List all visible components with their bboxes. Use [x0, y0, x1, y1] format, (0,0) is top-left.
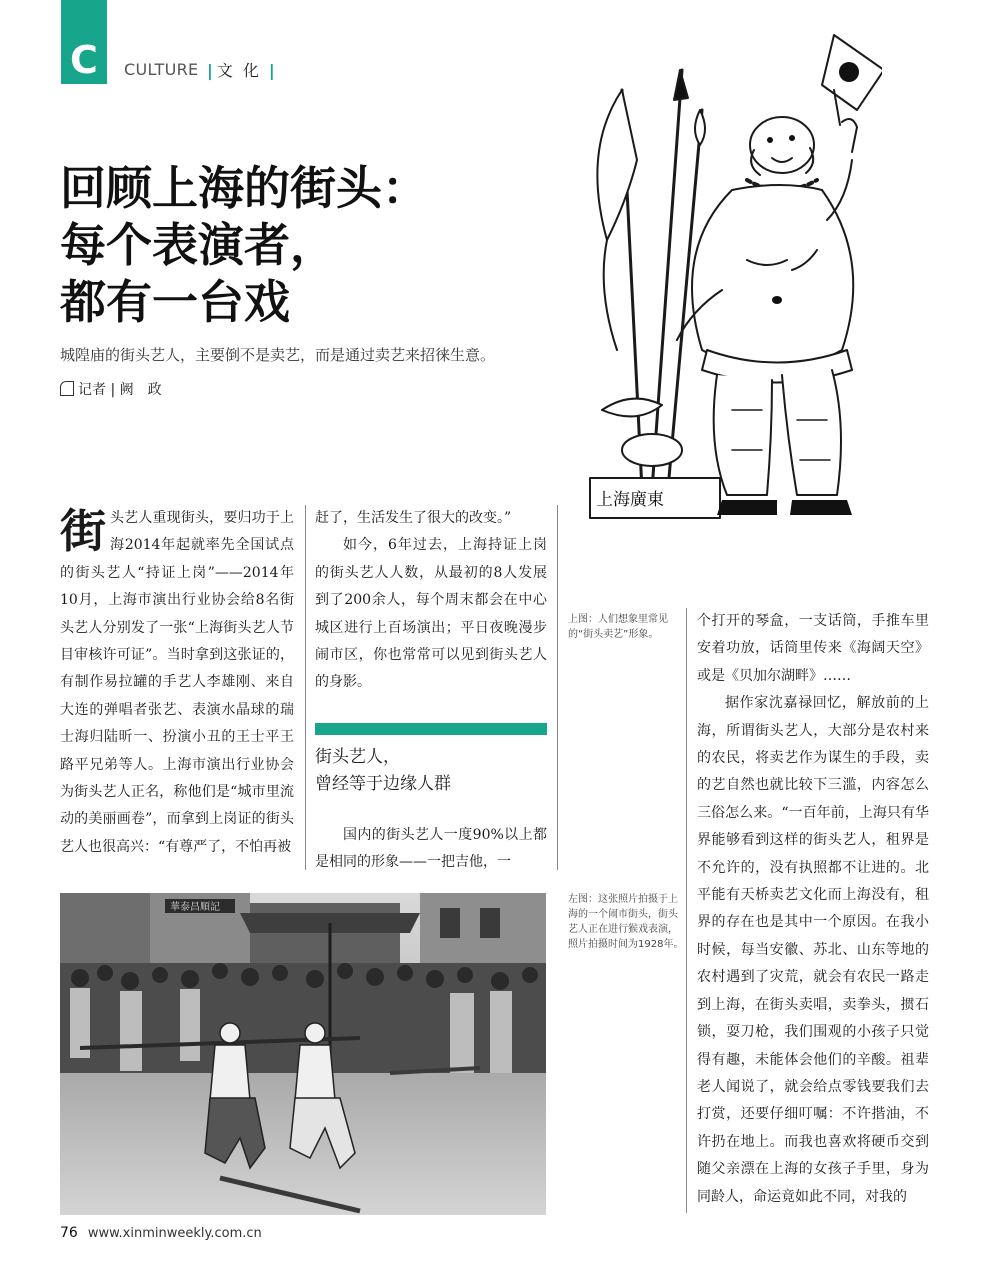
body-column-4: [697, 608, 929, 1211]
website-url[interactable]: www.xinminweekly.com.cn: [87, 1226, 262, 1241]
paragraph: 如今，6年过去，上海持证上岗的街头艺人人数，从最初的8人发展到了200余人，每个周末都会在中心城区进行上百场演出；平日夜晚漫步闹市区，你也常常可以见到街头艺人的身影。: [315, 537, 547, 691]
subhead-line: 街头艺人，: [315, 747, 400, 767]
article-title: [60, 160, 530, 331]
body-column-2: [315, 505, 547, 697]
paragraph: 个打开的琴盒，一支话筒，手推车里安着功放，话筒里传来《海阔天空》或是《贝加尔湖畔》……: [697, 613, 929, 684]
title-line: 每个表演者，: [60, 218, 336, 272]
paragraph: 赶了，生活发生了很大的改变。”: [315, 510, 512, 526]
drop-cap: 街: [60, 504, 106, 558]
section-badge: C: [61, 0, 107, 84]
byline-author: 阙 政: [119, 382, 162, 398]
page-footer: [60, 1225, 262, 1241]
subhead-line: 曾经等于边缘人群: [315, 774, 451, 794]
body-text: 头艺人重现街头，要归功于上海2014年起就率先全国试点的街头艺人“持证上岗”——2014年10月，上海市演出行业协会给8名街头艺人分别发了一张“上海街头艺人节目审核许可证”。当时拿到这张证的，有制作易拉罐的手艺人李雄刚、来自大连的弹唱者张艺、表演水晶球的瑞士海归陆昕一、扮演小丑的王士平王路平兄弟等人。上海市演出行业协会为街头艺人正名，称他们是“城市里流动的美丽画卷”，而拿到上岗证的街头艺人也很高兴：“有尊严了，不怕再被: [60, 510, 294, 855]
column-divider: [305, 505, 306, 870]
column-divider: [557, 505, 558, 870]
section-label-en: CULTURE: [124, 60, 199, 79]
illustration-sign-text: 上海廣東: [596, 490, 664, 510]
column-divider: [686, 608, 687, 1213]
subhead-bar: [315, 723, 547, 735]
pen-icon: [60, 381, 74, 396]
title-line: 回顾上海的街头：: [60, 161, 428, 215]
page-number: 76: [60, 1225, 78, 1241]
street-performer-illustration: [572, 30, 882, 565]
section-label-zh: |文化|: [207, 61, 279, 80]
shop-sign-text: 華泰昌順記: [170, 902, 220, 913]
byline-label: 记者: [78, 382, 106, 398]
body-column-2-continued: [315, 822, 547, 877]
paragraph: 据作家沈嘉禄回忆，解放前的上海，所谓街头艺人，大部分是农村来的农民，将卖艺作为谋生的手段，卖的艺自然也就比较下三滥，内容怎么三俗怎么来。“一百年前，上海只有华界能够看到这样的街头艺人，租界是不允许的，没有执照都不让进的。北平能有天桥卖艺文化而上海没有，租界的存在也是其中一个原因。在我小时候，每当安徽、苏北、山东等地的农村遇到了灾荒，就会有农民一路走到上海，在街头卖唱，卖拳头，掼石锁，耍刀枪，我们围观的小孩子只觉得有趣，未能体会他们的辛酸。祖辈老人闻说了，就会给点零钱要我们去打赏，还要仔细叮嘱：不许揩油，不许扔在地上。而我也喜欢将硬币交到随父亲漂在上海的女孩子手里，身为同龄人，命运竟如此不同，对我的: [697, 695, 929, 1205]
historical-street-performance-photo: [60, 893, 546, 1215]
byline: 记者 | 阙 政: [60, 379, 162, 399]
subhead: [315, 744, 547, 798]
body-column-1: [60, 505, 294, 861]
title-line: 都有一台戏: [60, 275, 290, 329]
paragraph: 国内的街头艺人一度90%以上都是相同的形象——一把吉他，一: [315, 827, 547, 871]
article-deck: 城隍庙的街头艺人，主要倒不是卖艺，而是通过卖艺来招徕生意。: [60, 346, 496, 364]
caption-left-photo: 左图：这张照片拍摄于上海的一个闹市街头，街头艺人正在进行猴戏表演，照片拍摄时间为1928年。: [568, 894, 684, 950]
caption-top-image: 上图：人们想象里常见的“街头卖艺”形象。: [568, 614, 668, 640]
section-label-zh-text: 文化: [216, 61, 269, 80]
